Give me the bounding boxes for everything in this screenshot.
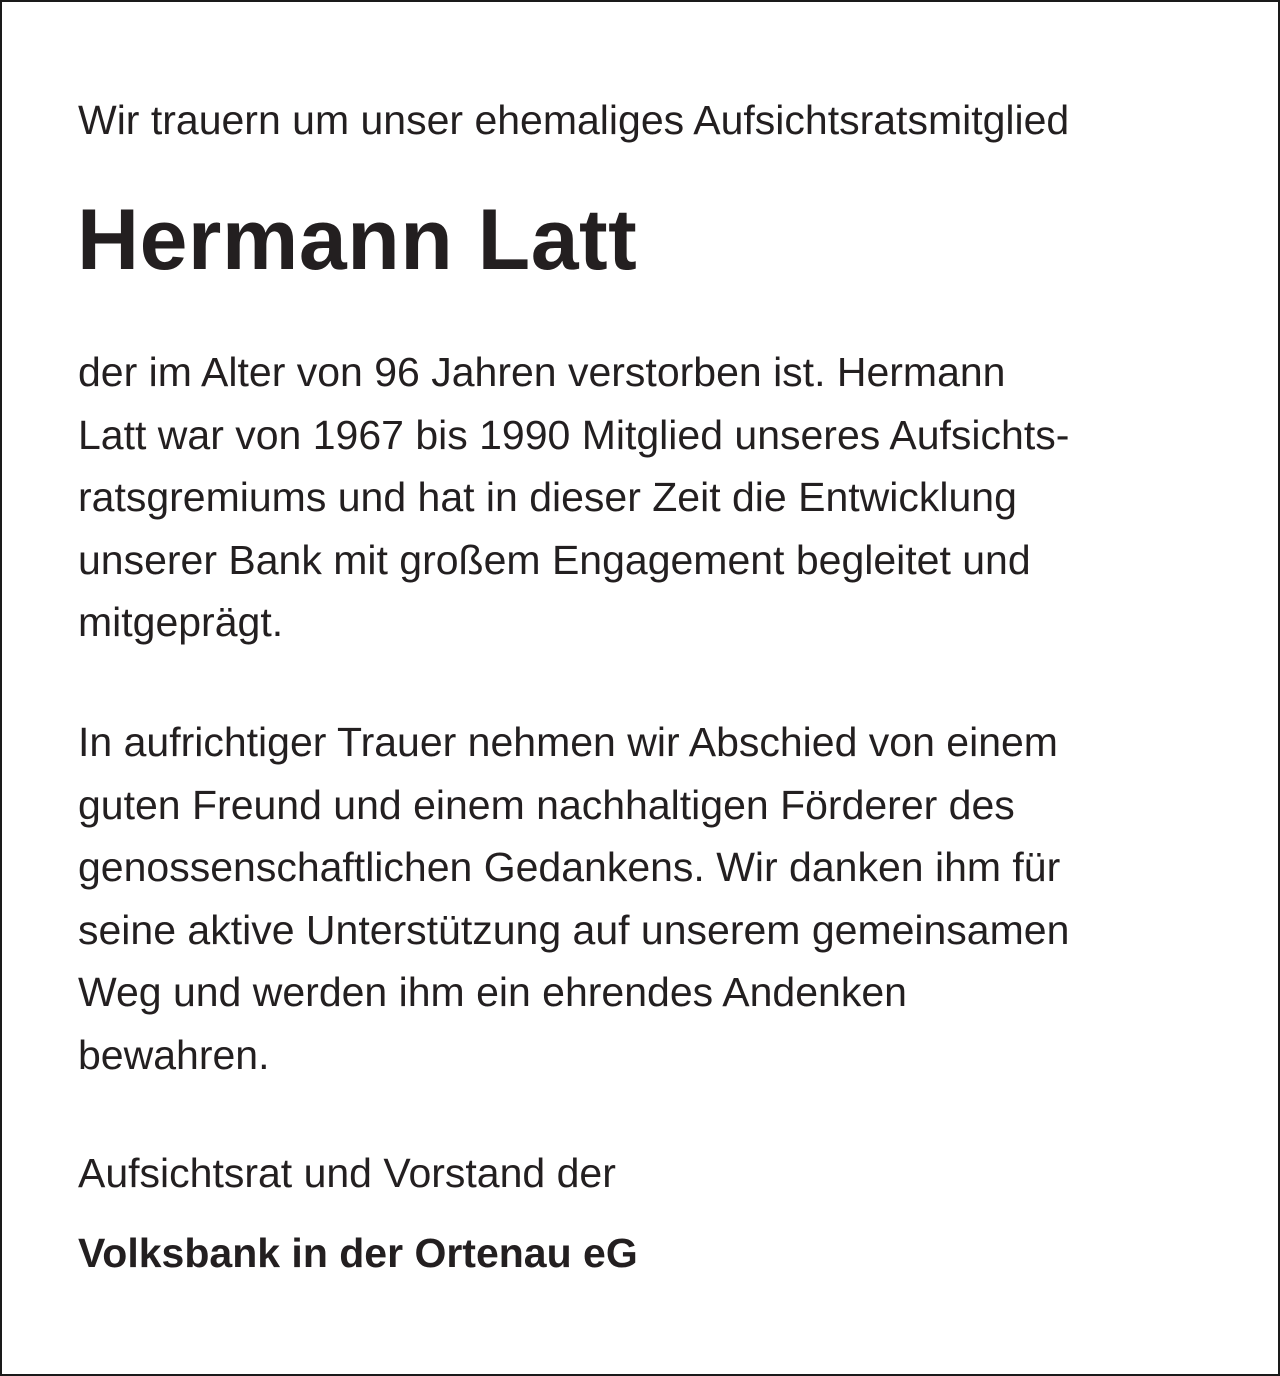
paragraph-line: In aufrichtiger Trauer nehmen wir Abschied von einem — [78, 719, 1058, 765]
tribute-paragraph-1 — [78, 341, 1258, 654]
deceased-name: Hermann Latt — [77, 192, 638, 288]
paragraph-line: bewahren. — [78, 1031, 270, 1078]
paragraph-line: genossenschaftlichen Gedankens. Wir danken ihm für — [78, 844, 1061, 890]
paragraph-line: seine aktive Unterstützung auf unserem gemeinsamen — [78, 906, 1070, 953]
intro-text: Wir trauern um unser ehemaliges Aufsichtsratsmitglied — [78, 97, 1070, 143]
paragraph-line: guten Freund und einem nachhaltigen Förderer des — [78, 781, 1015, 828]
paragraph-line: Latt war von 1967 bis 1990 Mitglied unseres Aufsichts- — [78, 411, 1070, 458]
paragraph-line: unserer Bank mit großem Engagement begleitet und — [78, 536, 1031, 583]
paragraph-line: ratsgremiums und hat in dieser Zeit die Entwicklung — [78, 474, 1017, 520]
organization-name: Volksbank in der Ortenau eG — [78, 1230, 638, 1276]
paragraph-line: Weg und werden ihm ein ehrendes Andenken — [78, 969, 907, 1015]
paragraph-line: der im Alter von 96 Jahren verstorben ist. Hermann — [78, 349, 1006, 395]
paragraph-line: mitgeprägt. — [78, 599, 284, 645]
signature-line: Aufsichtsrat und Vorstand der — [78, 1150, 616, 1196]
tribute-paragraph-2 — [78, 711, 1258, 1086]
